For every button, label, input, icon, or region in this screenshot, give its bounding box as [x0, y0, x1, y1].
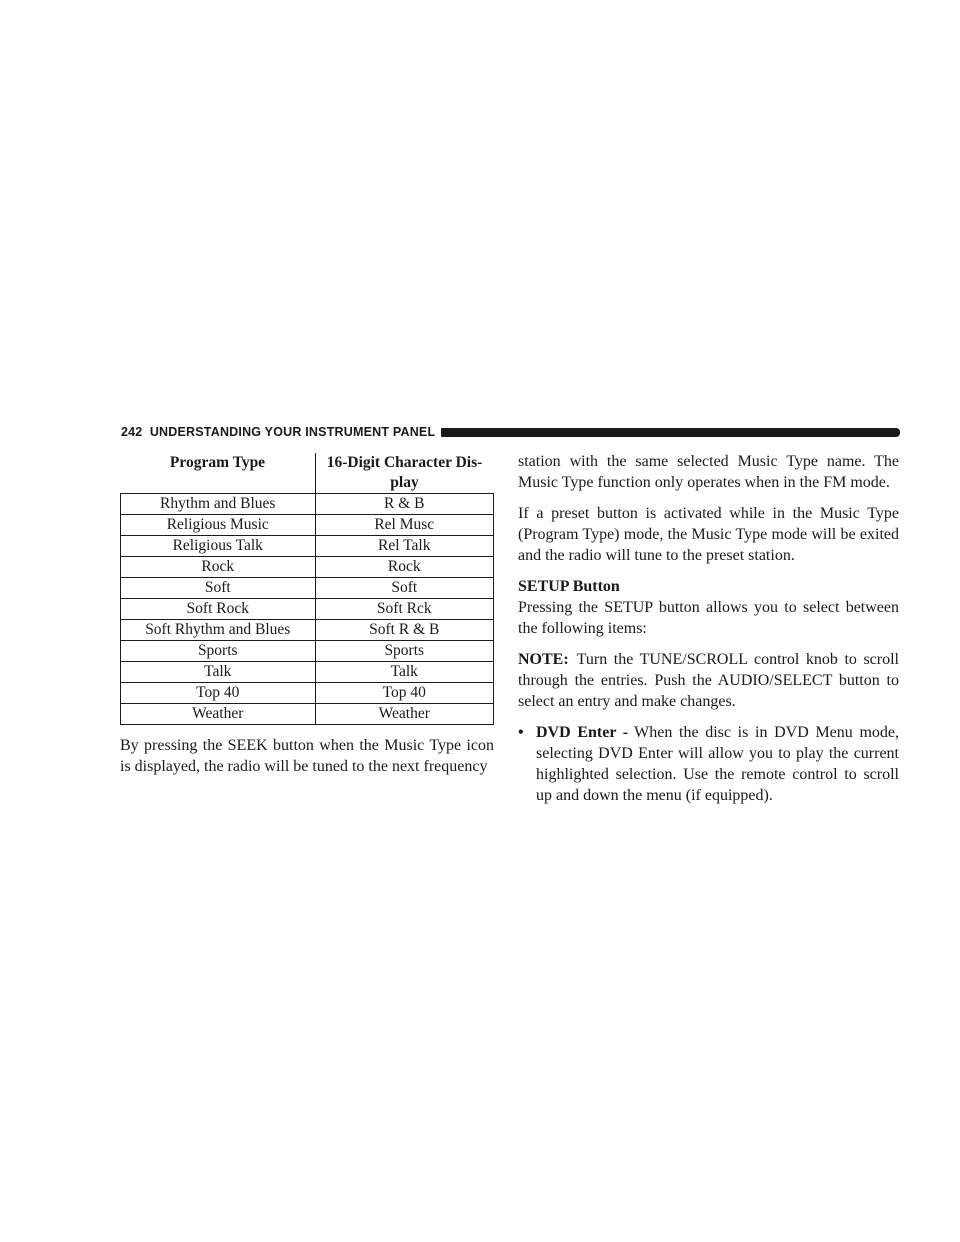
table-row	[121, 683, 494, 704]
character-display-cell: Rel Musc	[315, 515, 494, 536]
character-display-cell: Soft	[315, 578, 494, 599]
bullet-term: DVD Enter -	[536, 724, 629, 741]
column-header-character-display	[315, 453, 494, 494]
page-number: 242	[121, 425, 143, 439]
seek-paragraph: By pressing the SEEK button when the Music Type icon is displayed, the radio will be tuned to the next frequency	[120, 737, 494, 775]
column-header-character-display-text: 16-Digit Character Dis- play	[326, 454, 483, 491]
table-row	[121, 641, 494, 662]
table-row	[121, 536, 494, 557]
table-row	[121, 557, 494, 578]
music-type-paragraph: station with the same selected Music Type name. The Music Type function only operates when in the FM mode.	[518, 453, 899, 491]
note-paragraph	[518, 649, 899, 712]
character-display-cell: R & B	[315, 494, 494, 515]
table-row	[121, 515, 494, 536]
setup-heading: SETUP Button	[518, 578, 620, 595]
program-type-cell: Soft	[121, 578, 316, 599]
character-display-cell: Weather	[315, 704, 494, 725]
program-type-cell: Religious Music	[121, 515, 316, 536]
setup-paragraph: Pressing the SETUP button allows you to select between the following items:	[518, 599, 899, 637]
bullet-icon: •	[518, 724, 524, 741]
program-type-cell: Rhythm and Blues	[121, 494, 316, 515]
character-display-cell: Top 40	[315, 683, 494, 704]
program-type-cell: Soft Rock	[121, 599, 316, 620]
left-column	[120, 453, 494, 777]
table-row	[121, 620, 494, 641]
table-body	[121, 494, 494, 725]
character-display-cell: Sports	[315, 641, 494, 662]
program-type-cell: Talk	[121, 662, 316, 683]
table-header-row	[121, 453, 494, 494]
bullet-dvd-enter	[518, 722, 899, 806]
note-label: NOTE:	[518, 651, 569, 668]
note-text: Turn the TUNE/SCROLL control knob to scroll through the entries. Push the AUDIO/SELECT button to select an entry and make changes.	[518, 651, 899, 710]
character-display-cell: Rel Talk	[315, 536, 494, 557]
section-title: UNDERSTANDING YOUR INSTRUMENT PANEL	[149, 425, 436, 439]
page-header-text	[121, 425, 441, 439]
table-row	[121, 599, 494, 620]
column-header-program-type: Program Type	[121, 453, 316, 494]
character-display-cell: Talk	[315, 662, 494, 683]
program-type-table	[120, 453, 494, 725]
program-type-cell: Weather	[121, 704, 316, 725]
page-header	[121, 422, 900, 442]
preset-paragraph: If a preset button is activated while in the Music Type (Program Type) mode, the Music Type mode will be exited and the radio will tune to the preset station.	[518, 505, 899, 564]
character-display-cell: Rock	[315, 557, 494, 578]
program-type-cell: Soft Rhythm and Blues	[121, 620, 316, 641]
table-row	[121, 494, 494, 515]
program-type-cell: Rock	[121, 557, 316, 578]
program-type-cell: Sports	[121, 641, 316, 662]
bullet-text: When the disc is in DVD Menu mode, selecting DVD Enter will allow you to play the current highlighted selection. Use the remote control to scroll up and down the menu (if equipped).	[536, 724, 899, 804]
character-display-cell: Soft R & B	[315, 620, 494, 641]
table-row	[121, 662, 494, 683]
program-type-cell: Religious Talk	[121, 536, 316, 557]
right-column	[518, 451, 899, 806]
table-row	[121, 578, 494, 599]
table-row	[121, 704, 494, 725]
character-display-cell: Soft Rck	[315, 599, 494, 620]
program-type-cell: Top 40	[121, 683, 316, 704]
header-rule	[441, 428, 900, 437]
